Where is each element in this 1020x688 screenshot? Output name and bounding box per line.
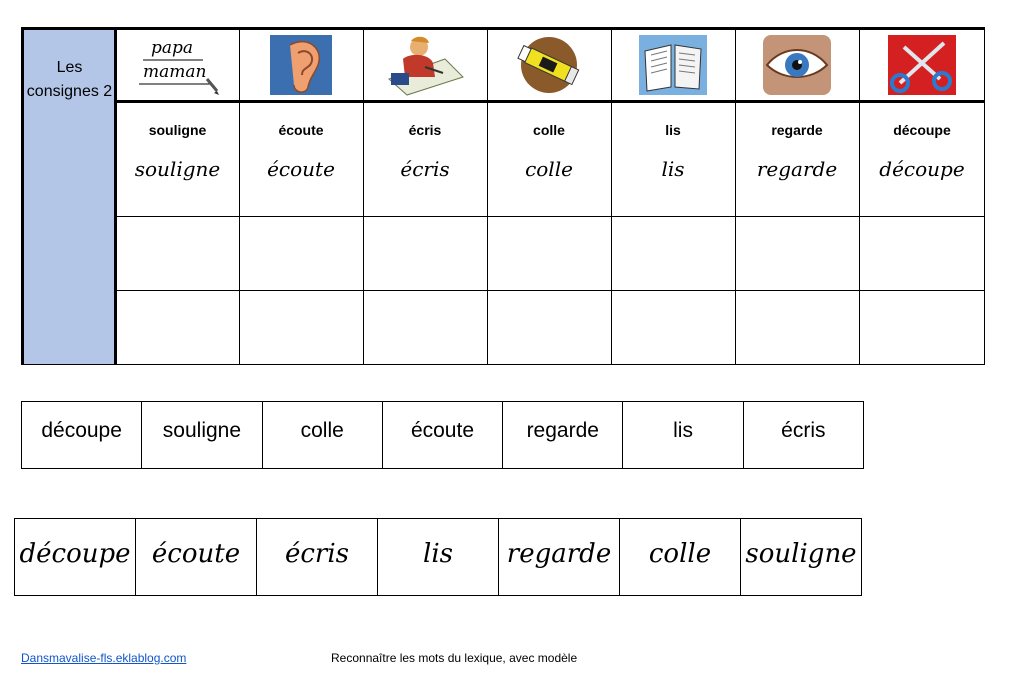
- cursive-word-card[interactable]: écris: [257, 519, 378, 595]
- word-label: regarde: [771, 122, 823, 138]
- column-divider: [239, 27, 240, 365]
- column-souligne: [116, 27, 239, 365]
- printed-word-card[interactable]: lis: [623, 402, 743, 468]
- word-label: écris: [408, 122, 442, 138]
- cursive-label: colle: [525, 157, 573, 181]
- word-label: écoute: [278, 122, 324, 138]
- image-row-divider: [116, 100, 985, 103]
- writing-child-icon: [365, 31, 485, 99]
- cursive-label: souligne: [134, 157, 221, 181]
- column-ecris: [363, 27, 487, 365]
- glue-stick-icon: [489, 31, 609, 99]
- cursive-label: écris: [400, 157, 450, 181]
- cursive-label: écoute: [267, 157, 335, 181]
- column-colle: [487, 27, 611, 365]
- column-divider: [363, 27, 364, 365]
- picture-text-papa: papa: [150, 38, 193, 58]
- footer-link[interactable]: Dansmavalise-fls.eklablog.com: [21, 651, 187, 665]
- table-top-border: [21, 27, 985, 30]
- cursive-label: regarde: [756, 157, 838, 181]
- cursive-word-card[interactable]: regarde: [499, 519, 620, 595]
- table-bottom-border: [116, 364, 985, 365]
- column-divider: [735, 27, 736, 365]
- word-label: colle: [533, 122, 565, 138]
- printed-word-card[interactable]: écoute: [383, 402, 503, 468]
- picture-text-maman: maman: [142, 62, 206, 82]
- column-regarde: [735, 27, 859, 365]
- footer-caption: Reconnaître les mots du lexique, avec modèle: [331, 651, 578, 665]
- column-lis: [611, 27, 735, 365]
- scissors-icon: [861, 31, 983, 99]
- cursive-word-card[interactable]: lis: [378, 519, 499, 595]
- column-decoupe: [859, 27, 985, 365]
- column-ecoute: [239, 27, 363, 365]
- row-divider: [116, 290, 985, 291]
- cursive-word-card[interactable]: souligne: [745, 539, 857, 569]
- papa-maman-underline-icon: [118, 31, 237, 99]
- printed-word-card[interactable]: souligne: [142, 402, 262, 468]
- printed-word-card[interactable]: écris: [781, 419, 826, 442]
- column-divider: [611, 27, 612, 365]
- column-divider: [487, 27, 488, 365]
- column-divider: [984, 27, 985, 365]
- column-divider: [114, 27, 117, 365]
- printed-word-card[interactable]: colle: [263, 402, 383, 468]
- cursive-word-card[interactable]: écoute: [136, 519, 257, 595]
- ear-icon: [241, 31, 361, 99]
- word-label: souligne: [148, 122, 207, 138]
- cursive-label: découpe: [879, 157, 965, 181]
- cursive-word-card[interactable]: découpe: [15, 519, 136, 595]
- consignes-table: [21, 27, 985, 365]
- word-label: découpe: [893, 122, 951, 138]
- column-divider: [859, 27, 860, 365]
- row-divider: [116, 216, 985, 217]
- sidebar-cell: [21, 27, 116, 365]
- eye-icon: [737, 31, 857, 99]
- printed-word-strip: [21, 401, 864, 469]
- printed-word-card[interactable]: regarde: [503, 402, 623, 468]
- cursive-label: lis: [661, 157, 685, 181]
- printed-word-card[interactable]: découpe: [22, 402, 142, 468]
- cursive-word-strip: [14, 518, 862, 596]
- sidebar-title: Les consignes 2: [26, 59, 113, 100]
- cursive-word-card[interactable]: colle: [620, 519, 741, 595]
- word-label: lis: [665, 122, 681, 138]
- open-book-icon: [613, 31, 733, 99]
